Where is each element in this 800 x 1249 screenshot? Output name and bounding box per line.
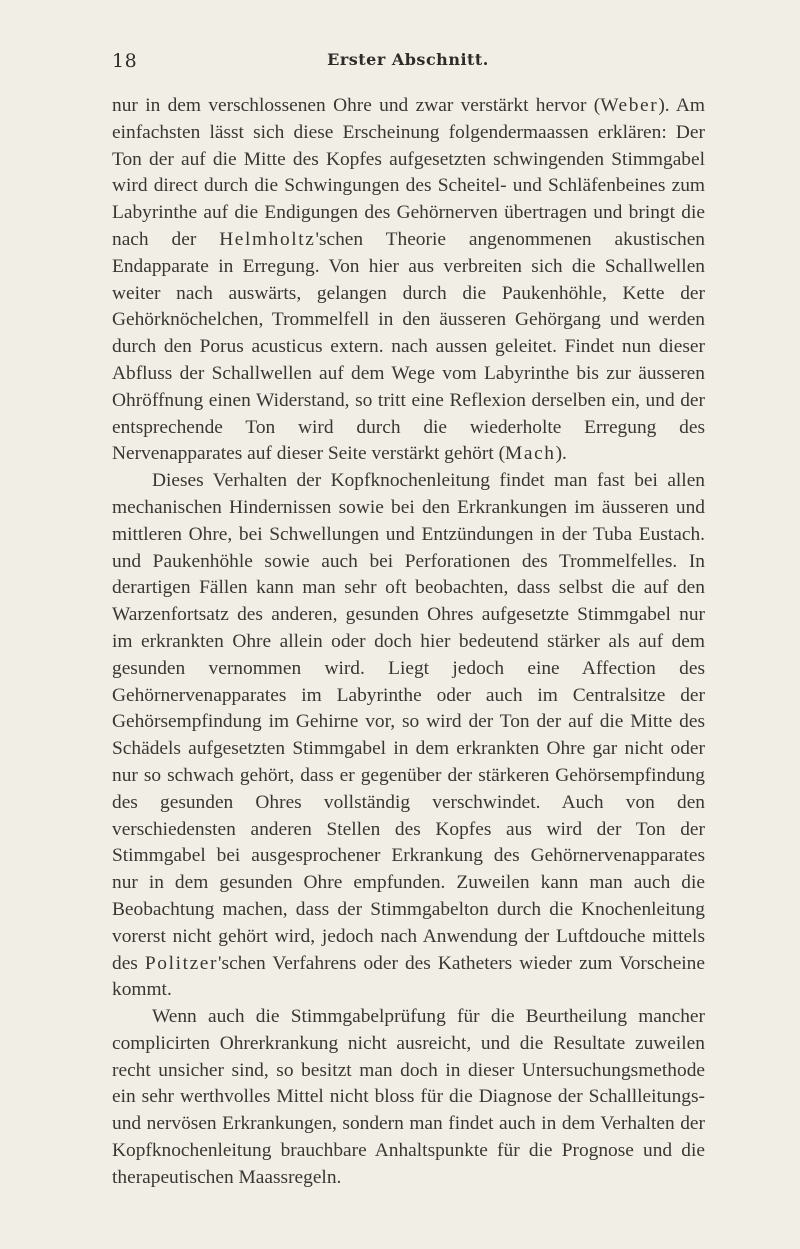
paragraph-2 — [112, 468, 705, 1004]
text-run: Wenn auch die Stimmgabelprüfung für die Beurtheilung mancher complicirten Ohrerkrankung nicht ausreicht, und die Resultate zuweilen recht unsicher sind, so besitzt man doch in dieser Untersuchungsmethode ein sehr werthvolles Mittel nicht bloss für die Diagnose der Schallleitungs- und nervösen Erkrankungen, sondern man findet auch in dem Verhalten der Kopfknochenleitung brauchbare Anhaltspunkte für die Prognose und die therapeutischen Maassregeln. — [112, 1006, 705, 1188]
text-run: ). Am einfachsten lässt sich diese Erscheinung folgendermaassen erklären: Der Ton der auf die Mitte des Kopfes aufgesetzten schwingenden Stimmgabel wird direct durch die Schwingungen des Scheitel- und Schläfenbeines zum Labyrinthe auf die Endigungen des Gehörnerven übertragen und bringt die nach der — [112, 95, 705, 250]
paragraph-1 — [112, 93, 705, 468]
page-number: 18 — [112, 50, 138, 72]
author-name: Weber — [600, 95, 659, 116]
paragraph-3 — [112, 1004, 705, 1192]
running-head: Erster Abschnitt. — [327, 50, 489, 69]
text-run: Dieses Verhalten der Kopfknochenleitung findet man fast bei allen mechanischen Hindernissen sowie bei den Erkrankungen im äusseren und mittleren Ohre, bei Schwellungen und Entzündungen in der Tuba Eustach. und Paukenhöhle sowie auch bei Perforationen des Trommelfelles. In derartigen Fällen kann man sehr oft beobachten, dass selbst die auf den Warzenfortsatz des anderen, gesunden Ohres aufgesetzte Stimmgabel nur im erkrankten Ohre allein oder doch hier bedeutend stärker als auf dem gesunden vernommen wird. Liegt jedoch eine Affection des Gehörnervenapparates im Labyrinthe oder auch im Centralsitze der Gehörsempfindung im Gehirne vor, so wird der Ton der auf die Mitte des Schädels aufgesetzten Stimmgabel in dem erkrankten Ohre gar nicht oder nur so schwach gehört, dass er gegenüber der stärkeren Gehörsempfindung des gesunden Ohres vollständig verschwindet. Auch von den verschiedensten anderen Stellen des Kopfes aus wird der Ton der Stimmgabel bei ausgesprochener Erkrankung des Gehörnervenapparates nur in dem gesunden Ohre empfunden. Zuweilen kann man auch die Beobachtung machen, dass der Stimmgabelton durch die Knochenleitung vorerst nicht gehört wird, jedoch nach Anwendung der Luftdouche mittels des — [112, 470, 705, 974]
text-run: 'schen Verfahrens oder des Katheters wieder zum Vorscheine kommt. — [112, 952, 705, 1001]
page-header — [112, 50, 704, 74]
author-name: Helmholtz — [219, 228, 316, 250]
text-run: nur in dem verschlossenen Ohre und zwar verstärkt hervor ( — [112, 95, 601, 116]
body-text — [112, 93, 705, 1192]
text-run: 'schen Theorie angenommenen akustischen Endapparate in Erregung. Von hier aus verbreiten sich die Schallwellen weiter nach auswärts, gelangen durch die Paukenhöhle, Kette der Gehörknöchelchen, Trommelfell in den äusseren Gehörgang und werden durch den Porus acusticus extern. nach aussen geleitet. Findet nun dieser Abfluss der Schallwellen auf dem Wege vom Labyrinthe bis zur äusseren Ohröffnung einen Widerstand, so tritt eine Reflexion derselben ein, und der entsprechende Ton wird durch die wiederholte Erregung des Nervenapparates auf dieser Seite verstärkt gehört ( — [112, 228, 705, 465]
author-name: Mach — [505, 443, 556, 465]
author-name: Politzer — [144, 952, 219, 974]
text-run: ). — [555, 443, 567, 465]
